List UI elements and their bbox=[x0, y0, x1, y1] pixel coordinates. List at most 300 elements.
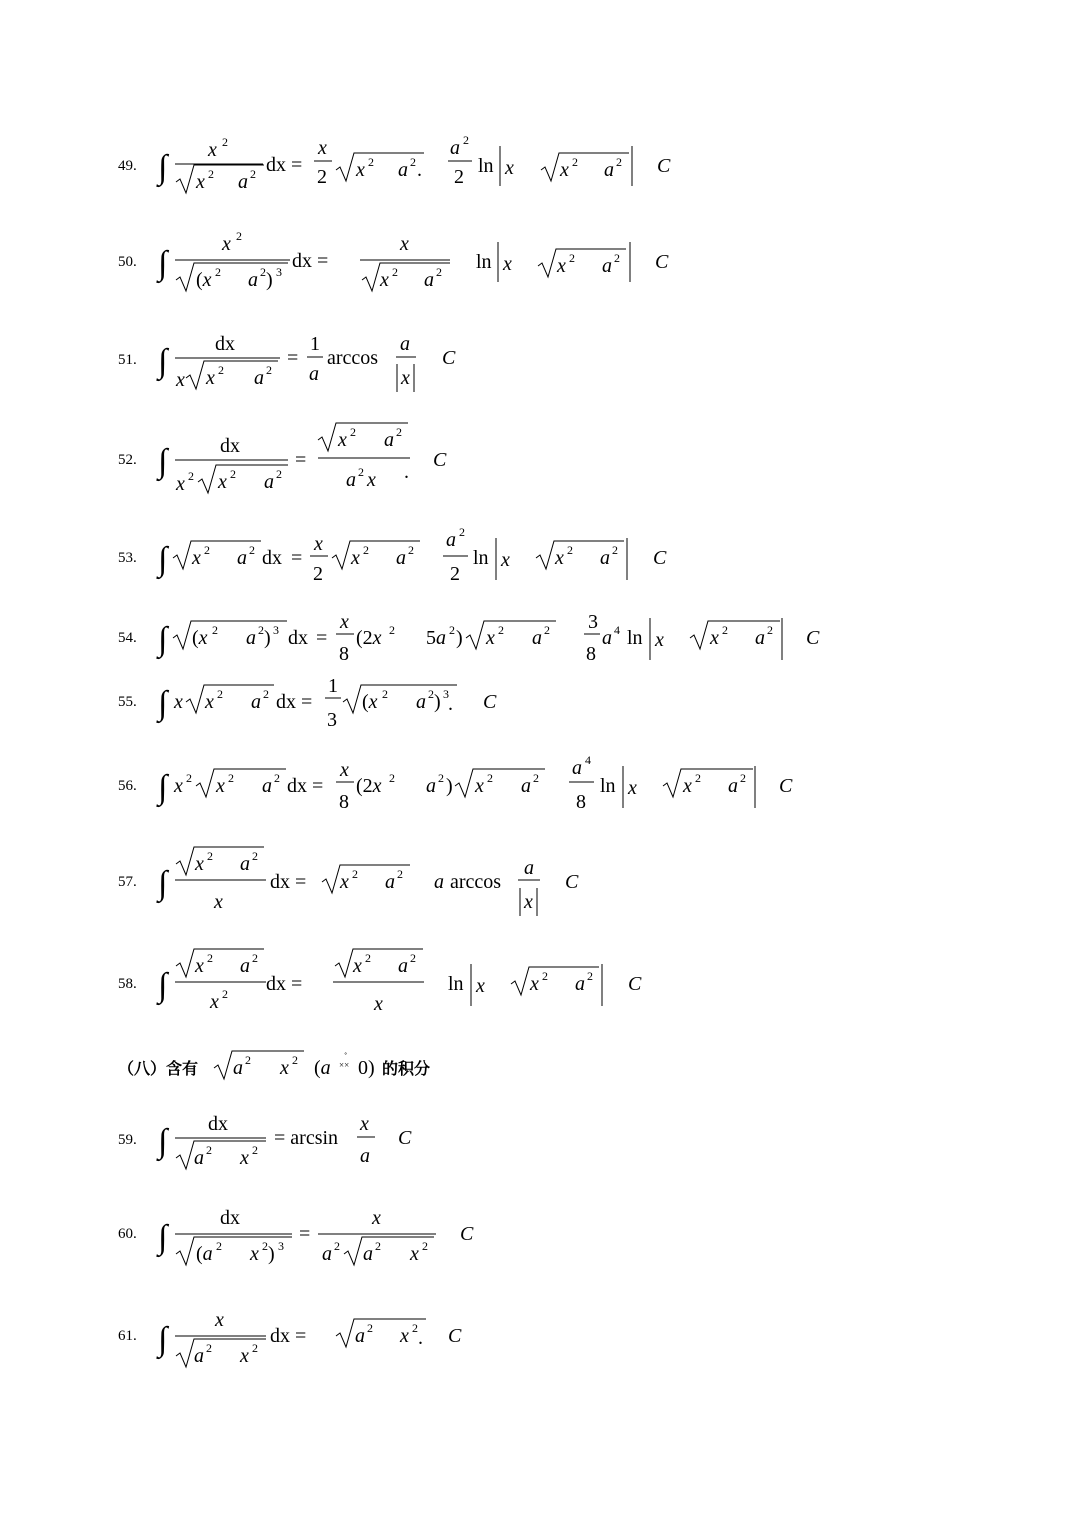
formula-55 bbox=[0, 670, 1087, 740]
svg-text:2: 2 bbox=[542, 969, 548, 983]
formula-59-expression bbox=[0, 1106, 900, 1176]
svg-text:x: x bbox=[314, 533, 323, 555]
svg-text:x: x bbox=[174, 691, 183, 713]
svg-text:3: 3 bbox=[588, 611, 598, 633]
svg-text:2: 2 bbox=[410, 155, 416, 169]
svg-text:x: x bbox=[374, 993, 383, 1015]
svg-text:x: x bbox=[503, 253, 512, 275]
svg-text:C: C bbox=[657, 155, 671, 177]
svg-text:C: C bbox=[483, 691, 497, 713]
svg-text:): ) bbox=[456, 627, 463, 649]
svg-text:(2x: (2x bbox=[356, 627, 382, 649]
svg-text:arccos: arccos bbox=[327, 347, 379, 369]
svg-text:a: a bbox=[385, 871, 395, 893]
svg-text:a: a bbox=[194, 1147, 204, 1169]
svg-text:x: x bbox=[353, 955, 362, 977]
svg-text:a: a bbox=[251, 691, 261, 713]
svg-text:a: a bbox=[755, 627, 765, 649]
svg-text:x: x bbox=[710, 627, 719, 649]
formula-52 bbox=[0, 420, 1087, 500]
formula-59 bbox=[0, 1106, 1087, 1176]
svg-text:a: a bbox=[309, 363, 319, 385]
svg-text:=: = bbox=[299, 1223, 311, 1245]
formula-60-expression bbox=[0, 1200, 900, 1280]
svg-text:(x: (x bbox=[196, 269, 212, 291]
formula-57-expression bbox=[0, 842, 900, 922]
svg-text:x: x bbox=[501, 549, 510, 571]
svg-text:2: 2 bbox=[544, 623, 550, 637]
svg-text:a: a bbox=[194, 1345, 204, 1367]
svg-text:2: 2 bbox=[350, 425, 356, 439]
svg-text:2: 2 bbox=[249, 543, 255, 557]
svg-text:××: ×× bbox=[339, 1060, 350, 1070]
svg-text:x: x bbox=[192, 547, 201, 569]
svg-text:2: 2 bbox=[252, 1341, 258, 1355]
svg-text:2: 2 bbox=[207, 849, 213, 863]
svg-text:ln: ln bbox=[627, 627, 643, 649]
svg-text:(2x: (2x bbox=[356, 775, 382, 797]
svg-text:∫: ∫ bbox=[158, 621, 168, 658]
svg-text:a: a bbox=[238, 171, 248, 193]
svg-text:x: x bbox=[280, 1057, 289, 1079]
svg-text:x: x bbox=[401, 367, 410, 389]
svg-text:x: x bbox=[372, 1207, 381, 1229]
svg-text:2: 2 bbox=[740, 771, 746, 785]
svg-text:2: 2 bbox=[188, 469, 194, 483]
svg-text:x: x bbox=[400, 233, 409, 255]
svg-text:.: . bbox=[448, 693, 453, 715]
svg-text:2: 2 bbox=[410, 951, 416, 965]
svg-text:C: C bbox=[806, 627, 820, 649]
svg-text:2: 2 bbox=[292, 1053, 298, 1067]
svg-text:a: a bbox=[240, 853, 250, 875]
formula-51 bbox=[0, 326, 1087, 396]
formula-number: 60. bbox=[118, 1226, 137, 1242]
formula-number: 50. bbox=[118, 254, 137, 270]
svg-text:ln: ln bbox=[478, 155, 494, 177]
formula-60 bbox=[0, 1200, 1087, 1280]
svg-text:2: 2 bbox=[533, 771, 539, 785]
svg-text:2: 2 bbox=[438, 771, 444, 785]
svg-text:=: = bbox=[287, 347, 299, 369]
svg-text:x: x bbox=[655, 629, 664, 651]
svg-text:2: 2 bbox=[498, 623, 504, 637]
svg-text:C: C bbox=[565, 871, 579, 893]
svg-text:dx =: dx = bbox=[287, 775, 324, 797]
svg-text:3: 3 bbox=[273, 623, 279, 637]
svg-text:a: a bbox=[416, 691, 426, 713]
svg-text:a: a bbox=[246, 627, 256, 649]
formula-number: 54. bbox=[118, 630, 137, 646]
svg-text:2: 2 bbox=[367, 1321, 373, 1335]
svg-text:5a: 5a bbox=[426, 627, 446, 649]
svg-text:a: a bbox=[572, 757, 582, 779]
svg-text:a: a bbox=[264, 471, 274, 493]
svg-text:2: 2 bbox=[266, 363, 272, 377]
svg-text:2: 2 bbox=[616, 155, 622, 169]
svg-text:a: a bbox=[346, 469, 356, 491]
formula-49 bbox=[0, 130, 1087, 200]
svg-text:2: 2 bbox=[222, 987, 228, 1001]
svg-text:a: a bbox=[240, 955, 250, 977]
svg-text:2: 2 bbox=[389, 623, 395, 637]
svg-text:a: a bbox=[254, 367, 264, 389]
svg-text:2: 2 bbox=[358, 465, 364, 479]
svg-text:= arcsin: = arcsin bbox=[274, 1127, 339, 1149]
svg-text:dx =: dx = bbox=[270, 871, 307, 893]
svg-text:x: x bbox=[196, 171, 205, 193]
svg-text:ln: ln bbox=[473, 547, 489, 569]
svg-text:2: 2 bbox=[449, 623, 455, 637]
svg-text:x: x bbox=[218, 471, 227, 493]
svg-text:2: 2 bbox=[186, 771, 192, 785]
formula-58 bbox=[0, 944, 1087, 1024]
svg-text:x: x bbox=[476, 975, 485, 997]
svg-text:∫: ∫ bbox=[158, 1123, 168, 1160]
formula-number: 49. bbox=[118, 158, 137, 174]
svg-text:2: 2 bbox=[263, 687, 269, 701]
svg-text:∫: ∫ bbox=[158, 1321, 168, 1358]
svg-text:∫: ∫ bbox=[158, 1219, 168, 1256]
svg-text:2: 2 bbox=[218, 363, 224, 377]
svg-text:a: a bbox=[396, 547, 406, 569]
svg-text:∫: ∫ bbox=[158, 443, 168, 480]
svg-text:2: 2 bbox=[250, 167, 256, 181]
svg-text:2: 2 bbox=[487, 771, 493, 785]
svg-text:dx =: dx = bbox=[266, 973, 303, 995]
svg-text:a: a bbox=[322, 1243, 332, 1265]
svg-text:): ) bbox=[446, 775, 453, 797]
svg-text:a: a bbox=[262, 775, 272, 797]
svg-text:2: 2 bbox=[215, 265, 221, 279]
svg-text:0): 0) bbox=[358, 1057, 375, 1079]
svg-text:2: 2 bbox=[436, 265, 442, 279]
svg-text:x: x bbox=[215, 1309, 224, 1331]
svg-text:dx: dx bbox=[208, 1113, 228, 1135]
svg-text:2: 2 bbox=[567, 543, 573, 557]
svg-text:2: 2 bbox=[695, 771, 701, 785]
svg-text:a: a bbox=[398, 159, 408, 181]
svg-text:x: x bbox=[195, 955, 204, 977]
svg-text:2: 2 bbox=[334, 1239, 340, 1253]
svg-text:x: x bbox=[210, 991, 219, 1013]
svg-text:ln: ln bbox=[600, 775, 616, 797]
svg-text:2: 2 bbox=[767, 623, 773, 637]
svg-text:dx =: dx = bbox=[292, 250, 329, 272]
svg-text:x: x bbox=[560, 159, 569, 181]
svg-text:2: 2 bbox=[206, 1143, 212, 1157]
svg-text:x: x bbox=[486, 627, 495, 649]
formula-56 bbox=[0, 752, 1087, 822]
svg-text:2: 2 bbox=[722, 623, 728, 637]
svg-text:x: x bbox=[195, 853, 204, 875]
svg-text:x: x bbox=[505, 157, 514, 179]
svg-text:x: x bbox=[216, 775, 225, 797]
svg-text:2: 2 bbox=[260, 265, 266, 279]
svg-text:3: 3 bbox=[278, 1239, 284, 1253]
formula-number: 59. bbox=[118, 1132, 137, 1148]
section-heading-open: （八）含有 bbox=[118, 1059, 199, 1078]
svg-text:x: x bbox=[367, 469, 376, 491]
svg-text:a: a bbox=[233, 1057, 243, 1079]
svg-text:=: = bbox=[316, 627, 328, 649]
svg-text:x: x bbox=[530, 973, 539, 995]
svg-text:4: 4 bbox=[614, 623, 620, 637]
formula-53-expression bbox=[0, 524, 900, 594]
svg-text:a: a bbox=[248, 269, 258, 291]
svg-text:a: a bbox=[426, 775, 436, 797]
section-heading-close: 的积分 bbox=[382, 1059, 431, 1078]
svg-text:x: x bbox=[214, 891, 223, 913]
svg-text:2: 2 bbox=[262, 1239, 268, 1253]
formula-50-expression bbox=[0, 226, 900, 296]
svg-text:dx: dx bbox=[220, 1207, 240, 1229]
svg-text:a: a bbox=[363, 1243, 373, 1265]
formula-54-expression bbox=[0, 604, 900, 674]
svg-text:C: C bbox=[448, 1325, 462, 1347]
svg-text:2: 2 bbox=[252, 1143, 258, 1157]
svg-text:x: x bbox=[410, 1243, 419, 1265]
svg-text:8: 8 bbox=[586, 643, 596, 665]
formula-number: 61. bbox=[118, 1328, 137, 1344]
svg-text:a: a bbox=[446, 529, 456, 551]
svg-text:dx =: dx = bbox=[276, 691, 313, 713]
svg-text:2: 2 bbox=[397, 867, 403, 881]
svg-text:x: x bbox=[240, 1345, 249, 1367]
svg-text:2: 2 bbox=[236, 229, 242, 243]
formula-51-expression bbox=[0, 326, 900, 396]
formula-55-expression bbox=[0, 670, 900, 740]
svg-text:3: 3 bbox=[327, 709, 337, 731]
svg-text:): ) bbox=[264, 627, 271, 649]
svg-text:x: x bbox=[555, 547, 564, 569]
svg-text:a: a bbox=[728, 775, 738, 797]
svg-text:dx: dx bbox=[220, 435, 240, 457]
svg-text:2: 2 bbox=[212, 623, 218, 637]
svg-text:a: a bbox=[602, 255, 612, 277]
svg-text:C: C bbox=[628, 973, 642, 995]
svg-text:arccos: arccos bbox=[450, 871, 502, 893]
svg-text:a: a bbox=[532, 627, 542, 649]
formula-61-expression bbox=[0, 1302, 900, 1382]
formula-number: 58. bbox=[118, 976, 137, 992]
svg-text:x: x bbox=[340, 759, 349, 781]
svg-text:8: 8 bbox=[339, 791, 349, 813]
svg-text:2: 2 bbox=[276, 467, 282, 481]
svg-text:2: 2 bbox=[459, 525, 465, 539]
svg-text:2: 2 bbox=[569, 251, 575, 265]
svg-text:x: x bbox=[222, 233, 231, 255]
svg-text:2: 2 bbox=[313, 563, 323, 585]
formula-number: 53. bbox=[118, 550, 137, 566]
svg-text:=: = bbox=[295, 449, 307, 471]
svg-text:ln: ln bbox=[476, 251, 492, 273]
svg-text:x: x bbox=[628, 777, 637, 799]
svg-text:8: 8 bbox=[576, 791, 586, 813]
svg-text:dx: dx bbox=[215, 333, 235, 355]
svg-text:2: 2 bbox=[408, 543, 414, 557]
svg-text:C: C bbox=[779, 775, 793, 797]
svg-text:2: 2 bbox=[375, 1239, 381, 1253]
svg-text:): ) bbox=[434, 691, 441, 713]
svg-text:8: 8 bbox=[339, 643, 349, 665]
svg-text:∫: ∫ bbox=[158, 685, 168, 722]
svg-text:1: 1 bbox=[328, 675, 338, 697]
svg-text:dx: dx bbox=[262, 547, 282, 569]
svg-text:x: x bbox=[208, 139, 217, 161]
svg-text:a: a bbox=[521, 775, 531, 797]
formula-number: 52. bbox=[118, 452, 137, 468]
svg-text:2: 2 bbox=[428, 687, 434, 701]
svg-text:a: a bbox=[384, 429, 394, 451]
svg-text:2: 2 bbox=[396, 425, 402, 439]
svg-text:2: 2 bbox=[274, 771, 280, 785]
svg-text:(x: (x bbox=[362, 691, 378, 713]
svg-text:a: a bbox=[424, 269, 434, 291]
svg-text:4: 4 bbox=[585, 753, 591, 767]
svg-text:2: 2 bbox=[368, 155, 374, 169]
svg-text:x: x bbox=[356, 159, 365, 181]
svg-text:x: x bbox=[240, 1147, 249, 1169]
section-heading bbox=[118, 1042, 518, 1088]
svg-text:2: 2 bbox=[352, 867, 358, 881]
formula-50 bbox=[0, 226, 1087, 296]
svg-text:.: . bbox=[404, 461, 409, 483]
svg-text:a: a bbox=[524, 857, 534, 879]
svg-text:dx =: dx = bbox=[266, 154, 303, 176]
svg-text:2: 2 bbox=[365, 951, 371, 965]
formula-49-expression bbox=[0, 130, 900, 200]
svg-text:2: 2 bbox=[252, 951, 258, 965]
svg-text:2: 2 bbox=[228, 771, 234, 785]
svg-text:dx =: dx = bbox=[270, 1325, 307, 1347]
svg-text:2: 2 bbox=[222, 135, 228, 149]
svg-text:2: 2 bbox=[208, 167, 214, 181]
svg-text:dx: dx bbox=[288, 627, 308, 649]
svg-text:a: a bbox=[434, 871, 444, 893]
svg-text:.: . bbox=[417, 159, 422, 181]
svg-text:x: x bbox=[176, 369, 185, 391]
svg-text:∫: ∫ bbox=[158, 343, 168, 380]
formula-61 bbox=[0, 1302, 1087, 1382]
svg-text:2: 2 bbox=[217, 687, 223, 701]
svg-text:x: x bbox=[400, 1325, 409, 1347]
svg-text:a: a bbox=[237, 547, 247, 569]
svg-text:2: 2 bbox=[614, 251, 620, 265]
svg-text:2: 2 bbox=[412, 1321, 418, 1335]
svg-text:x: x bbox=[176, 473, 185, 495]
svg-text:C: C bbox=[655, 251, 669, 273]
formula-number: 57. bbox=[118, 874, 137, 890]
formula-53 bbox=[0, 524, 1087, 594]
integral-sign: ∫ bbox=[158, 149, 168, 186]
svg-text:2: 2 bbox=[204, 543, 210, 557]
svg-text:2: 2 bbox=[389, 771, 395, 785]
formula-number: 51. bbox=[118, 352, 137, 368]
svg-text:∫: ∫ bbox=[158, 541, 168, 578]
svg-text:x: x bbox=[683, 775, 692, 797]
svg-text:a: a bbox=[602, 627, 612, 649]
svg-text:2: 2 bbox=[612, 543, 618, 557]
formula-number: 56. bbox=[118, 778, 137, 794]
svg-text:x: x bbox=[338, 429, 347, 451]
formula-52-expression bbox=[0, 420, 900, 500]
svg-text:2: 2 bbox=[258, 623, 264, 637]
formula-58-expression bbox=[0, 944, 900, 1024]
svg-text:x: x bbox=[318, 137, 327, 159]
svg-text:(x: (x bbox=[192, 627, 208, 649]
svg-text:x: x bbox=[340, 871, 349, 893]
svg-text:3: 3 bbox=[276, 265, 282, 279]
svg-text:=: = bbox=[291, 547, 303, 569]
svg-text:2: 2 bbox=[392, 265, 398, 279]
svg-text:(a: (a bbox=[314, 1057, 331, 1079]
formula-54 bbox=[0, 604, 1087, 674]
svg-text:C: C bbox=[398, 1127, 412, 1149]
svg-text:x: x bbox=[340, 611, 349, 633]
svg-text:C: C bbox=[433, 449, 447, 471]
formula-57 bbox=[0, 842, 1087, 922]
svg-text:C: C bbox=[442, 347, 456, 369]
svg-text:∫: ∫ bbox=[158, 245, 168, 282]
formula-number: 55. bbox=[118, 694, 137, 710]
svg-text:): ) bbox=[268, 1243, 275, 1265]
svg-text:2: 2 bbox=[463, 133, 469, 147]
svg-text:2: 2 bbox=[206, 1341, 212, 1355]
svg-text:∫: ∫ bbox=[158, 967, 168, 1004]
svg-text:x: x bbox=[380, 269, 389, 291]
svg-text:x: x bbox=[250, 1243, 259, 1265]
svg-text:2: 2 bbox=[207, 951, 213, 965]
svg-text:2: 2 bbox=[363, 543, 369, 557]
svg-text:C: C bbox=[653, 547, 667, 569]
svg-text:): ) bbox=[266, 269, 273, 291]
svg-text:x: x bbox=[205, 691, 214, 713]
svg-text:x: x bbox=[174, 775, 183, 797]
svg-text:ln: ln bbox=[448, 973, 464, 995]
svg-text:˚: ˚ bbox=[344, 1052, 348, 1063]
svg-text:2: 2 bbox=[382, 687, 388, 701]
svg-text:a: a bbox=[400, 333, 410, 355]
svg-text:x: x bbox=[351, 547, 360, 569]
svg-text:2: 2 bbox=[450, 563, 460, 585]
svg-text:.: . bbox=[418, 1327, 423, 1349]
svg-text:x: x bbox=[475, 775, 484, 797]
svg-text:2: 2 bbox=[230, 467, 236, 481]
svg-text:2: 2 bbox=[252, 849, 258, 863]
svg-text:a: a bbox=[398, 955, 408, 977]
svg-text:a: a bbox=[355, 1325, 365, 1347]
svg-text:x: x bbox=[557, 255, 566, 277]
svg-text:1: 1 bbox=[310, 333, 320, 355]
svg-text:2: 2 bbox=[572, 155, 578, 169]
svg-text:x: x bbox=[524, 891, 533, 913]
svg-text:x: x bbox=[206, 367, 215, 389]
svg-text:2: 2 bbox=[216, 1239, 222, 1253]
svg-text:2: 2 bbox=[422, 1239, 428, 1253]
svg-text:2: 2 bbox=[587, 969, 593, 983]
svg-text:C: C bbox=[460, 1223, 474, 1245]
formula-56-expression bbox=[0, 752, 900, 822]
svg-text:x: x bbox=[360, 1113, 369, 1135]
svg-text:a: a bbox=[600, 547, 610, 569]
section-heading-math bbox=[118, 1042, 518, 1088]
svg-text:2: 2 bbox=[245, 1053, 251, 1067]
svg-text:∫: ∫ bbox=[158, 865, 168, 902]
svg-text:∫: ∫ bbox=[158, 769, 168, 806]
svg-text:a: a bbox=[604, 159, 614, 181]
svg-text:a: a bbox=[450, 137, 460, 159]
